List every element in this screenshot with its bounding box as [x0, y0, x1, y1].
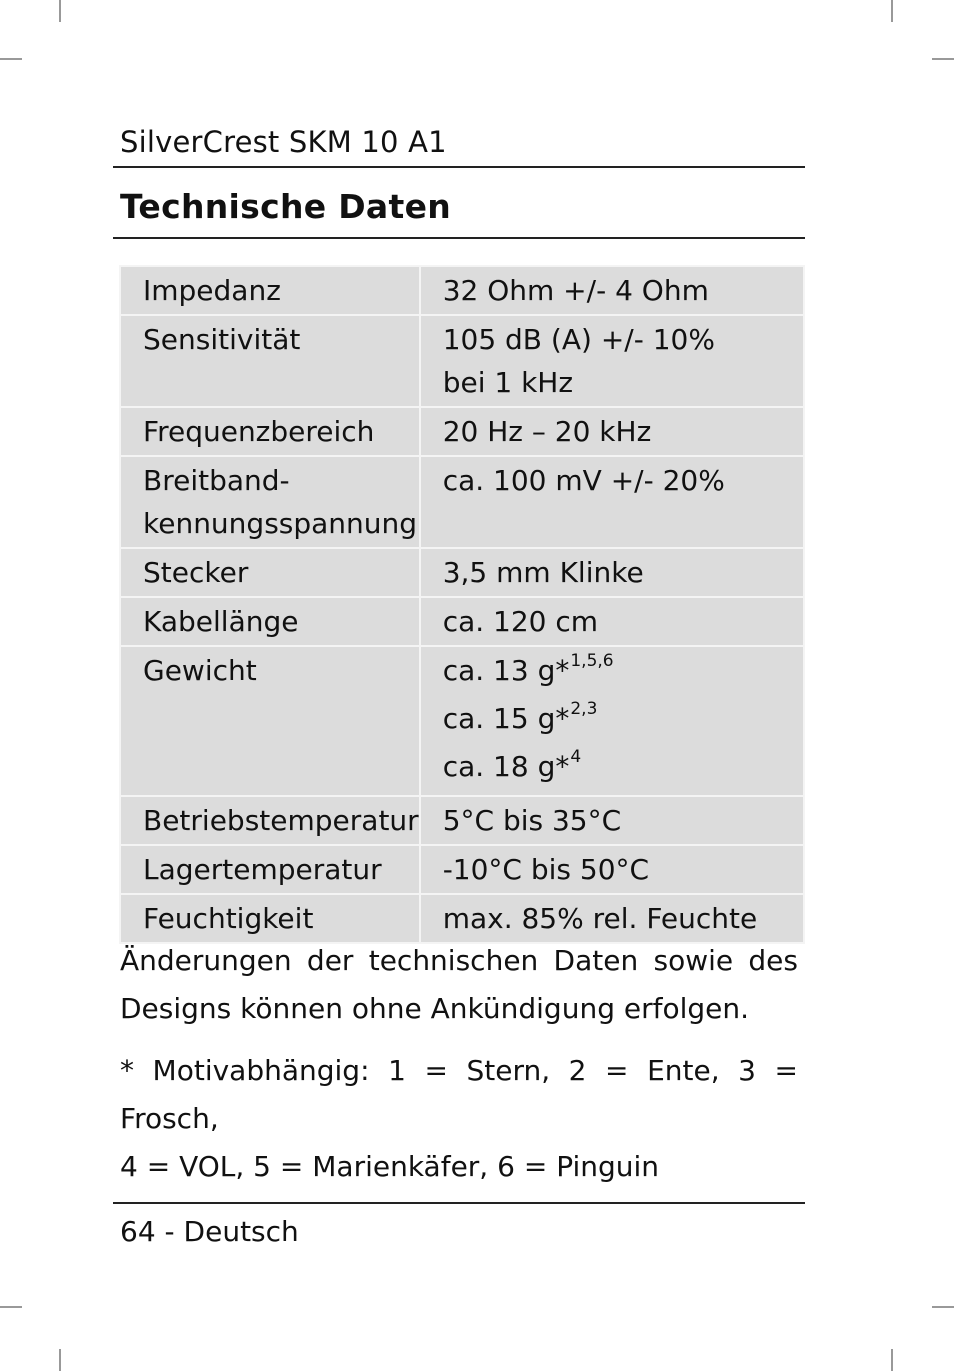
spec-value-text: 105 dB (A) +/- 10% — [442, 323, 715, 356]
spec-value-text: ca. 18 g* — [442, 750, 570, 783]
crop-mark — [891, 1349, 893, 1371]
spec-label-line: Gewicht — [143, 654, 257, 687]
spec-value — [420, 266, 804, 315]
spec-row — [120, 845, 804, 894]
spec-value — [420, 456, 804, 548]
spec-label-line: Betriebstemperatur — [143, 804, 419, 837]
spec-value-text: bei 1 kHz — [442, 366, 574, 399]
crop-mark — [932, 58, 954, 60]
spec-label — [120, 266, 420, 315]
spec-label — [120, 548, 420, 597]
spec-label-line: Lagertemperatur — [143, 853, 382, 886]
spec-row — [120, 407, 804, 456]
footer-rule — [113, 1202, 805, 1204]
motif-footnote-line: 4 = VOL, 5 = Marienkäfer, 6 = Pinguin — [120, 1150, 660, 1183]
footnote-marker: 1,5,6 — [570, 651, 614, 671]
crop-mark — [932, 1306, 954, 1308]
spec-value-text: ca. 120 cm — [442, 605, 599, 638]
spec-label — [120, 456, 420, 548]
crop-mark — [0, 58, 22, 60]
spec-label-line: Feuchtigkeit — [143, 902, 314, 935]
spec-row — [120, 646, 804, 796]
spec-row — [120, 597, 804, 646]
title-rule — [113, 237, 805, 239]
crop-mark — [0, 1306, 22, 1308]
spec-value — [420, 796, 804, 845]
spec-value — [420, 315, 804, 407]
spec-value-line — [443, 551, 803, 594]
header-rule — [113, 166, 805, 168]
footnote-marker: 4 — [570, 747, 582, 767]
motif-footnote — [120, 1047, 798, 1191]
spec-value-line — [443, 410, 803, 453]
spec-value-text: 20 Hz – 20 kHz — [442, 415, 652, 448]
spec-label-line: Impedanz — [143, 274, 281, 307]
spec-row — [120, 456, 804, 548]
spec-label-line: Kabellänge — [143, 605, 299, 638]
spec-label — [120, 646, 420, 796]
spec-label — [120, 315, 420, 407]
spec-value-text: 3,5 mm Klinke — [442, 556, 644, 589]
spec-label — [120, 894, 420, 943]
spec-value-line — [443, 649, 803, 697]
spec-label-line: Breitband- — [143, 464, 290, 497]
spec-label — [120, 796, 420, 845]
spec-value-text: ca. 100 mV +/- 20% — [442, 464, 725, 497]
spec-label-line: Frequenzbereich — [143, 415, 375, 448]
running-header: SilverCrest SKM 10 A1 — [120, 125, 447, 159]
spec-label-line: Stecker — [143, 556, 249, 589]
spec-value-line — [443, 459, 803, 502]
spec-label — [120, 597, 420, 646]
spec-row — [120, 315, 804, 407]
spec-value-line — [443, 697, 803, 745]
spec-table — [119, 265, 805, 944]
spec-label — [120, 845, 420, 894]
spec-value-line — [443, 848, 803, 891]
spec-row — [120, 796, 804, 845]
motif-footnote-line: * Motivabhängig: 1 = Stern, 2 = Ente, 3 = Frosch, — [120, 1054, 798, 1135]
crop-mark — [891, 0, 893, 22]
spec-value — [420, 548, 804, 597]
spec-value — [420, 894, 804, 943]
spec-label-line: Sensitivität — [143, 323, 301, 356]
spec-value-line — [443, 745, 803, 793]
spec-label-line: kennungsspannung — [143, 507, 418, 540]
spec-value-line — [443, 799, 803, 842]
spec-row — [120, 266, 804, 315]
spec-value-text: max. 85% rel. Feuchte — [442, 902, 758, 935]
spec-value-line — [443, 269, 803, 312]
spec-value-text: ca. 13 g* — [442, 654, 570, 687]
spec-value-line — [443, 897, 803, 940]
spec-value — [420, 597, 804, 646]
changes-note-line: Änderungen der technischen Daten sowie des — [120, 944, 798, 977]
spec-value-text: 5°C bis 35°C — [442, 804, 622, 837]
spec-row — [120, 548, 804, 597]
crop-mark — [59, 1349, 61, 1371]
spec-value-line — [443, 318, 803, 361]
spec-row — [120, 894, 804, 943]
spec-value — [420, 407, 804, 456]
spec-value-text: ca. 15 g* — [442, 702, 570, 735]
crop-mark — [59, 0, 61, 22]
spec-value-line — [443, 361, 803, 404]
page-number: 64 - Deutsch — [120, 1215, 299, 1248]
spec-value — [420, 646, 804, 796]
changes-note-line: Designs können ohne Ankündigung erfolgen. — [120, 992, 750, 1025]
spec-value-text: 32 Ohm +/- 4 Ohm — [442, 274, 709, 307]
spec-value-line — [443, 600, 803, 643]
spec-value-text: -10°C bis 50°C — [442, 853, 650, 886]
footnote-marker: 2,3 — [570, 699, 598, 719]
spec-label — [120, 407, 420, 456]
section-title: Technische Daten — [120, 187, 452, 226]
changes-note — [120, 937, 798, 1033]
spec-value — [420, 845, 804, 894]
